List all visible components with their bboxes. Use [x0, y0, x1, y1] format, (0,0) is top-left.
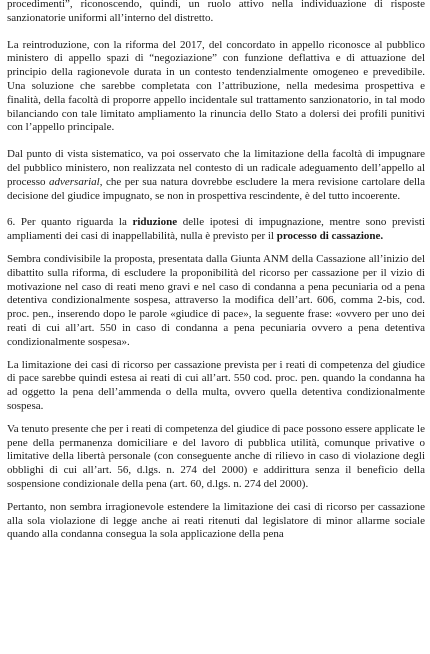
document-page [7, 0, 425, 654]
paragraph-limitazione [7, 359, 425, 414]
paragraph-text: Sembra condivisibile la proposta, presentata dalla Giunta ANM della Cassazione all’inizio del dibattito sulla riforma, di escludere la proponibilità del ricorso per cassazione per il vizio di motivazione nel caso di reati meno gravi e nel caso di condanna a pena pecuniaria od a pena detentiva condizionalmente sospesa, attraverso la modifica dell’art. 606, comma 2-bis, cod. proc. pen., inserendo dopo le parole «giudice di pace», la seguente frase: «ovvero per uno dei reati di cui all’art. 550 in caso di condanna a pena pecuniaria ovvero a pena detentiva condizionalmente sospesa». [7, 252, 425, 348]
bold-term-cassazione: processo di cassazione. [276, 230, 384, 243]
paragraph-emphasis: adversarial [49, 175, 100, 188]
paragraph-text: La limitazione dei casi di ricorso per cassazione prevista per i reati di competenza del giudice di pace sarebbe quindi estesa ai reati di cui all’art. 550 cod. proc. pen. quando la condanna ha ad oggetto la pena dell’ammenda o della multa, ovvero quella detentiva condizionalmente sospesa. [7, 358, 425, 412]
section-6-heading-paragraph [7, 216, 425, 244]
paragraph-text: procedimenti”, riconoscendo, quindi, un ruolo attivo nella individuazione di risposte sanzionatorie uniformi all’interno del distretto. [7, 0, 425, 24]
paragraph-giudice-di-pace [7, 423, 425, 492]
paragraph-pertanto [7, 501, 425, 542]
paragraph-sistematico [7, 148, 425, 203]
paragraph-text-b: delle ipotesi di impugnazione, mentre sono previsti ampliamenti dei casi di inappellabilità, nulla è previsto per il [7, 216, 425, 243]
paragraph-text-b: , che per sua natura dovrebbe escludere la mera revisione cartolare della decisione del giudice impugnato, se non in prospettiva rescindente, è del tutto incoerente. [7, 175, 425, 202]
paragraph-proposta-anm [7, 253, 425, 350]
paragraph-concordato [7, 39, 425, 136]
bold-term-riduzione: riduzione [132, 216, 178, 229]
paragraph-text-a: 6. Per quanto riguarda la [7, 216, 133, 229]
paragraph-continuation [7, 0, 425, 26]
paragraph-text-a: Dal punto di vista sistematico, va poi osservato che la limitazione della facoltà di impugnare del pubblico ministero, non realizzata nel contesto di un radicale adeguamento dell’appello al processo [7, 148, 425, 188]
paragraph-text: La reintroduzione, con la riforma del 2017, del concordato in appello riconosce al pubblico ministero di appello spazi di “negoziazione” con funzione deflattiva e di attuazione del principio della ragionevole durata in un contesto tendenzialmente omogeneo e prevedibile. Una soluzione che sarebbe completata con l’attribuzione, nella medesima prospettiva e finalità, della facoltà di proporre appello incidentale sul trattamento sanzionatorio, in tal modo bilanciando con tale limitato ampliamento la rinuncia dello Stato a dolersi dei profili punitivi con l’appello principale. [7, 38, 425, 134]
paragraph-text: Va tenuto presente che per i reati di competenza del giudice di pace possono essere applicate le pene della permanenza domiciliare e del lavoro di pubblica utilità, comunque privative o limitative della libertà personale (con conseguente anche di rilievo in caso di violazione degli obblighi di cui all’art. 56, d.lgs. n. 274 del 2000) e addirittura senza il beneficio della sospensione condizionale della pena (art. 60, d.lgs. n. 274 del 2000). [7, 422, 425, 490]
paragraph-text: Pertanto, non sembra irragionevole estendere la limitazione dei casi di ricorso per cassazione alla sola violazione di legge anche ai reati ritenuti dal legislatore di minor allarme sociale quando alla condanna consegua la sola applicazione della pena [7, 500, 425, 541]
